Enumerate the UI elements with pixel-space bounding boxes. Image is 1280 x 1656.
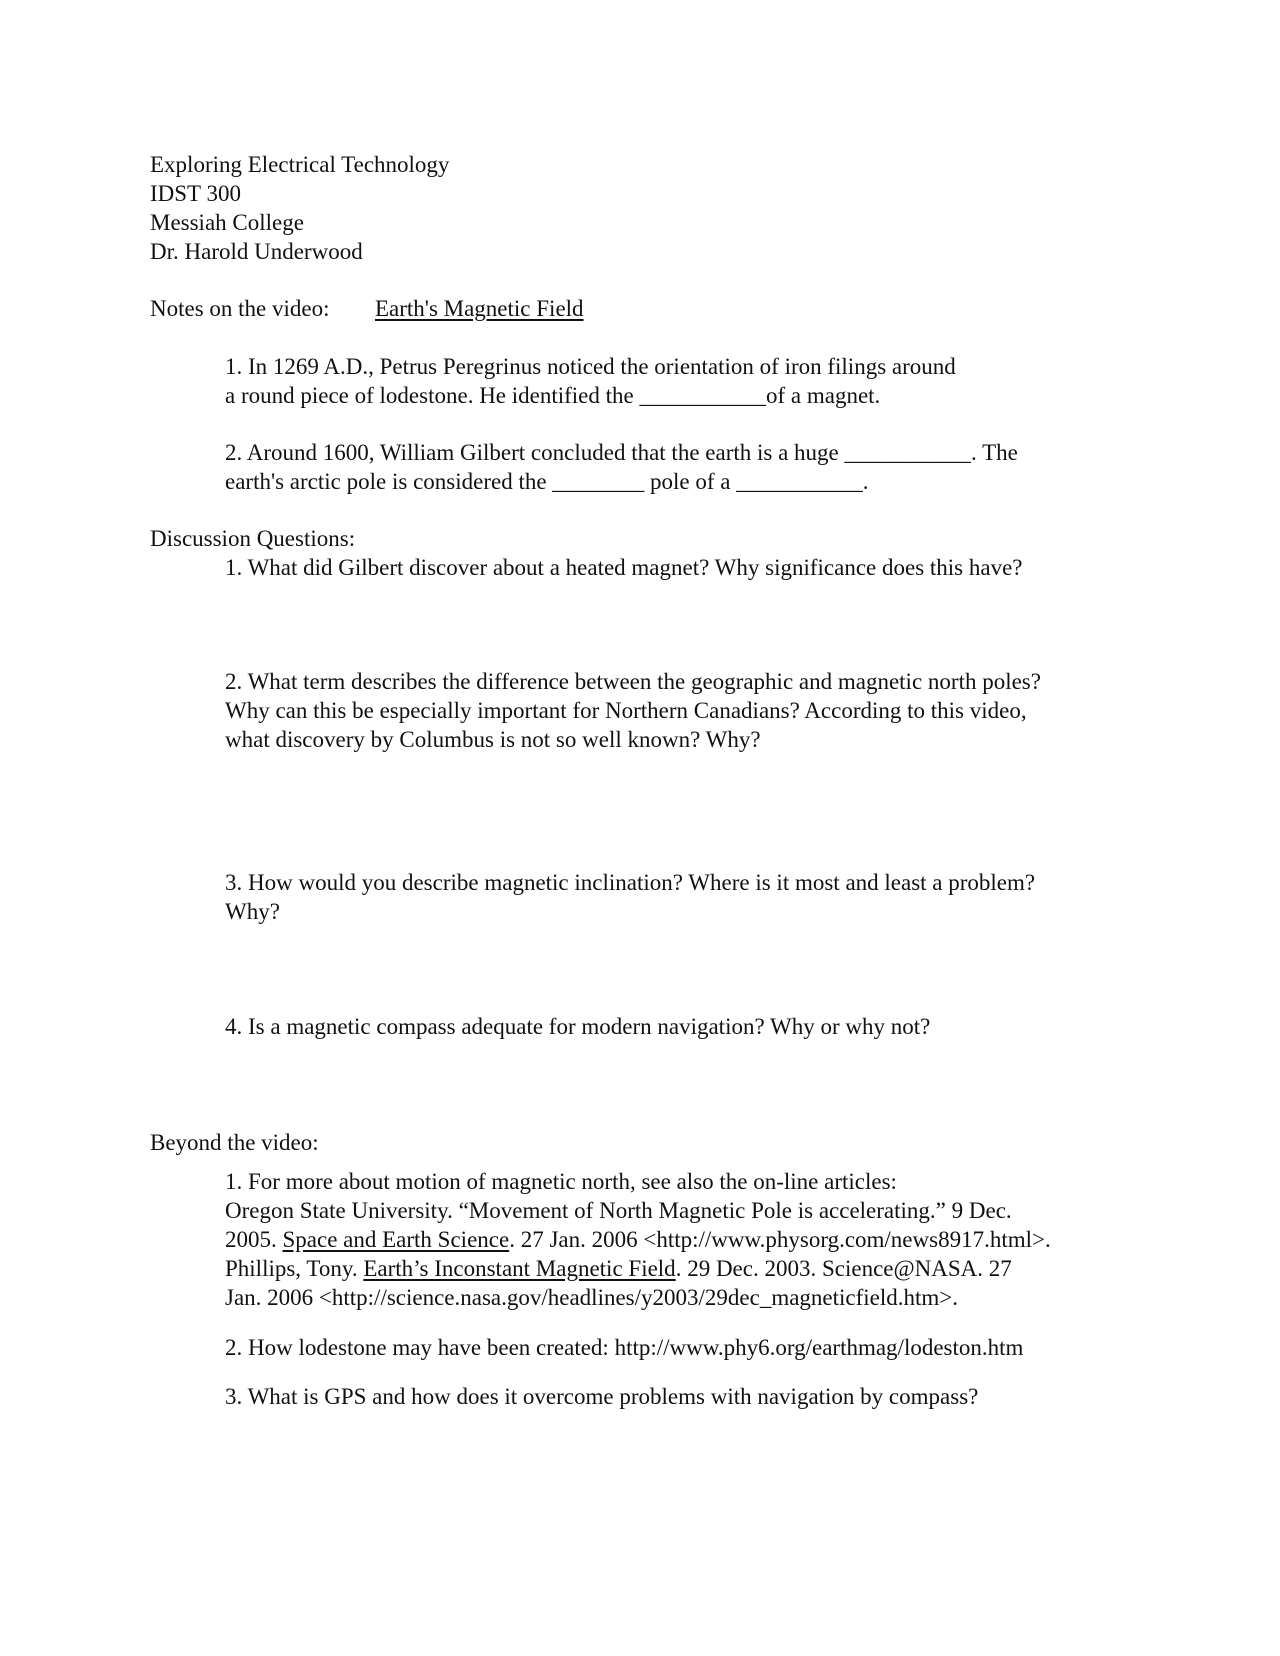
video-title: Earth's Magnetic Field [375,296,584,321]
reference-1-access-info: . 27 Jan. 2006 <http://www.physorg.com/news8917.html>. [509,1227,1051,1252]
reference-2-line-2: Jan. 2006 <http://science.nasa.gov/headlines/y2003/29dec_magneticfield.htm>. [225,1285,959,1310]
reference-2-article-title: Earth’s Inconstant Magnetic Field [363,1256,676,1281]
reference-2-date-source: . 29 Dec. 2003. Science@NASA. 27 [675,1256,1012,1281]
course-code: IDST 300 [150,181,241,206]
notes-label: Notes on the video: [150,296,330,321]
notes-item-2-line-1: 2. Around 1600, William Gilbert concluded that the earth is a huge ___________. The [225,440,1018,465]
beyond-item-2: 2. How lodestone may have been created: http://www.phy6.org/earthmag/lodeston.htm [225,1335,1024,1360]
discussion-question-3-line-2: Why? [225,899,280,924]
discussion-question-2-line-1: 2. What term describes the difference between the geographic and magnetic north poles? [225,669,1041,694]
reference-1-date-prefix: 2005. [225,1227,283,1252]
reference-1-line-2 [225,1225,1051,1254]
notes-item-1-line-2: a round piece of lodestone. He identified the ___________of a magnet. [225,383,881,408]
reference-1-line-1: Oregon State University. “Movement of North Magnetic Pole is accelerating.” 9 Dec. [225,1198,1012,1223]
beyond-heading: Beyond the video: [150,1130,319,1155]
institution: Messiah College [150,210,304,235]
discussion-heading: Discussion Questions: [150,526,356,551]
discussion-question-3-line-1: 3. How would you describe magnetic inclination? Where is it most and least a problem? [225,870,1036,895]
reference-2-author: Phillips, Tony. [225,1256,364,1281]
notes-item-2-line-2: earth's arctic pole is considered the ________ pole of a ___________. [225,469,869,494]
course-title: Exploring Electrical Technology [150,152,450,177]
reference-2-line-1 [225,1254,1012,1283]
notes-item-1-line-1: 1. In 1269 A.D., Petrus Peregrinus noticed the orientation of iron filings around [225,354,956,379]
instructor: Dr. Harold Underwood [150,239,363,264]
discussion-question-4: 4. Is a magnetic compass adequate for modern navigation? Why or why not? [225,1014,931,1039]
beyond-item-3: 3. What is GPS and how does it overcome problems with navigation by compass? [225,1384,979,1409]
reference-1-publication-title: Space and Earth Science [282,1227,510,1252]
discussion-question-2-line-3: what discovery by Columbus is not so well known? Why? [225,727,761,752]
beyond-item-1-intro: 1. For more about motion of magnetic north, see also the on-line articles: [225,1169,897,1194]
discussion-question-2-line-2: Why can this be especially important for Northern Canadians? According to this video, [225,698,1027,723]
discussion-question-1: 1. What did Gilbert discover about a heated magnet? Why significance does this have? [225,555,1023,580]
